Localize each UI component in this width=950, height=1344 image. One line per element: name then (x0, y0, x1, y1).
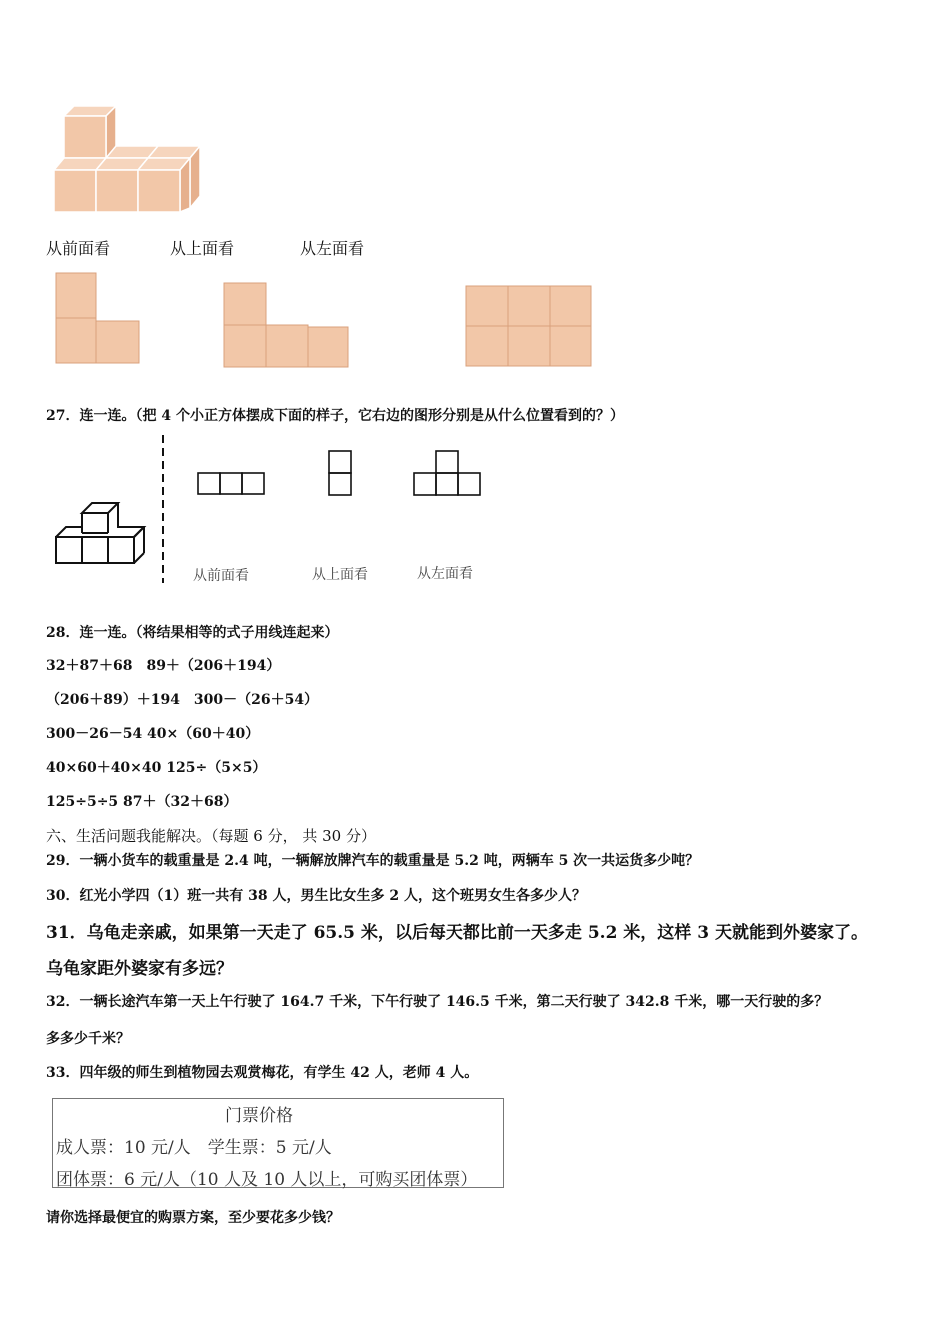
cube-stack-illustration (50, 100, 210, 220)
ticket-price-table (52, 1098, 504, 1188)
q29-text: 29．一辆小货车的载重量是 2.4 吨，一辆解放牌汽车的载重量是 5.2 吨，两辆车 5 次一共运货多少吨？ (46, 853, 700, 869)
q27-text: 27．连一连。（把 4 个小正方体摆成下面的样子，它右边的图形分别是从什么位置看到的？） (46, 408, 624, 424)
q27-view-3 (413, 450, 483, 498)
ticket-title: 门票价格 (225, 1106, 293, 1126)
view-label-top: 从上面看 (170, 239, 235, 258)
q33-text: 33．四年级的师生到植物园去观赏梅花，有学生 42 人，老师 4 人。 (46, 1065, 479, 1081)
q27-view-2 (328, 450, 354, 498)
q27-label-left: 从左面看 (417, 566, 473, 582)
q28-line-2: （206＋89）＋194 300－（26＋54） (46, 692, 319, 708)
view-shape-2 (222, 282, 352, 372)
cube-top (64, 106, 116, 160)
q30-text: 30．红光小学四（1）班一共有 38 人，男生比女生多 2 人，这个班男女生各多少人？ (46, 888, 586, 904)
q27-cube-sketch (54, 493, 154, 573)
view-label-left: 从左面看 (300, 239, 365, 258)
q28-line-5: 125÷5÷5 87＋（32＋68） (46, 794, 238, 810)
q27-label-front: 从前面看 (193, 568, 249, 584)
section6-title: 六、生活问题我能解决。（每题 6 分， 共 30 分） (46, 827, 376, 845)
view-label-front: 从前面看 (46, 239, 111, 258)
q27-dashed-divider (160, 435, 166, 585)
q31-line-1: 31．乌龟走亲戚，如果第一天走了 65.5 米，以后每天都比前一天多走 5.2 米，这样 3 天就能到外婆家了。 (46, 923, 868, 943)
q32-line-1: 32．一辆长途汽车第一天上午行驶了 164.7 千米，下午行驶了 146.5 千米，第二天行驶了 342.8 千米，哪一天行驶的多？ (46, 994, 829, 1010)
q32-line-2: 多多少千米？ (46, 1031, 130, 1047)
q31-line-2: 乌龟家距外婆家有多远？ (46, 959, 233, 979)
ticket-row-2: 团体票：6 元/人（10 人及 10 人以上，可购买团体票） (56, 1170, 478, 1190)
q33-question: 请你选择最便宜的购票方案，至少要花多少钱？ (46, 1210, 340, 1226)
q28-line-1: 32＋87＋68 89＋（206＋194） (46, 658, 281, 674)
q28-text: 28．连一连。（将结果相等的式子用线连起来） (46, 625, 339, 641)
q27-label-top: 从上面看 (312, 567, 368, 583)
q28-line-4: 40×60＋40×40 125÷（5×5） (46, 760, 267, 776)
ticket-row-1: 成人票：10 元/人 学生票：5 元/人 (56, 1138, 332, 1158)
view-shape-3 (465, 285, 595, 370)
q27-view-1 (197, 472, 267, 497)
q28-line-3: 300－26－54 40×（60＋40） (46, 726, 260, 742)
view-shape-1 (56, 273, 146, 368)
